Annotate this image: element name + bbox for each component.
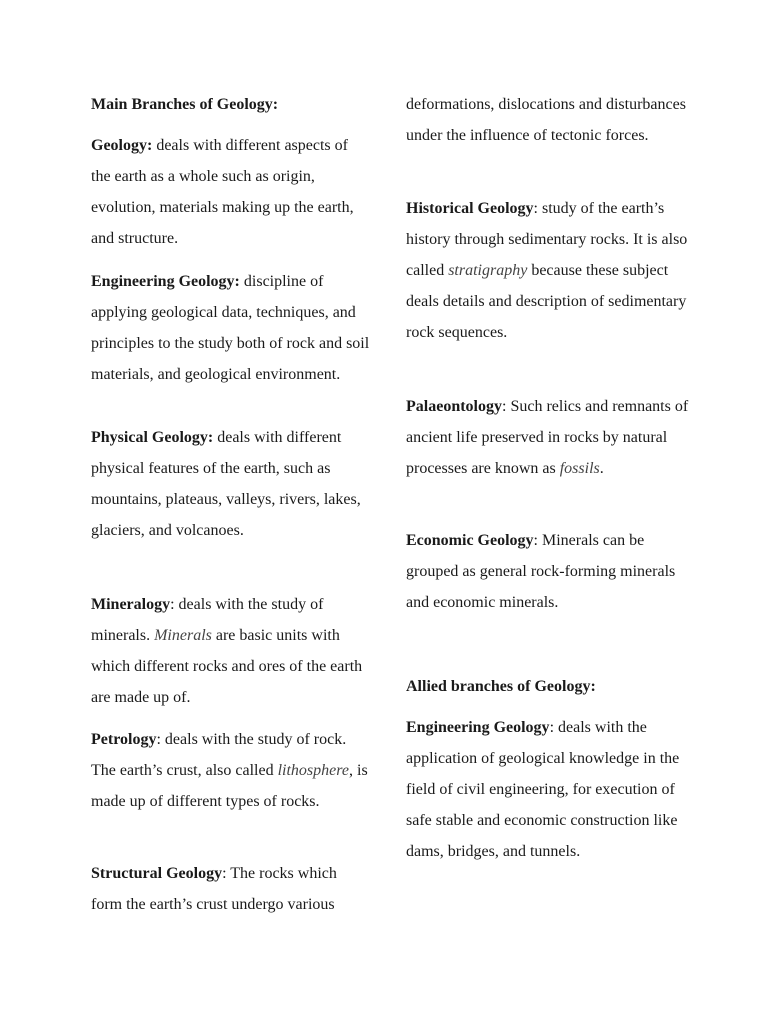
palaeontology-paragraph — [406, 391, 691, 484]
petrology-term: Petrology — [91, 731, 157, 748]
structural-geology-continued: deformations, dislocations and disturbances under the influence of tectonic forces. — [406, 96, 686, 144]
allied-engineering-geology-term: Engineering Geology — [406, 719, 550, 736]
minerals-emphasis: Minerals — [154, 627, 212, 644]
allied-branches-heading: Allied branches of Geology: — [406, 678, 596, 695]
palaeontology-text-1: : Such relics and remnants of ancient life preserved in rocks by natural processes are known as — [406, 398, 689, 477]
lithosphere-emphasis: lithosphere — [277, 762, 349, 779]
geology-paragraph — [91, 130, 371, 254]
historical-geology-text-2: because these subject deals details and description of sedimentary rock sequences. — [406, 262, 687, 341]
economic-geology-text: : Minerals can be grouped as general rock-forming minerals and economic minerals. — [406, 532, 676, 611]
mineralogy-text-2: are basic units with which different rocks and ores of the earth are made up of. — [91, 627, 363, 706]
structural-geology-text: : The rocks which form the earth’s crust undergo various — [91, 865, 337, 913]
mineralogy-paragraph — [91, 589, 371, 713]
structural-geology-term: Structural Geology — [91, 865, 223, 882]
mineralogy-text-1: : deals with the study of minerals. — [91, 596, 324, 644]
historical-geology-text-1: : study of the earth’s history through sedimentary rocks. It is also called — [406, 200, 688, 279]
structural-geology-paragraph — [91, 858, 371, 920]
engineering-geology-text: discipline of applying geological data, techniques, and principles to the study both of rock and soil materials, and geological environment. — [91, 273, 370, 383]
petrology-text-2: , is made up of different types of rocks. — [91, 762, 368, 810]
geology-term: Geology: — [91, 137, 153, 154]
economic-geology-term: Economic Geology — [406, 532, 534, 549]
allied-engineering-geology-text: : deals with the application of geological knowledge in the field of civil engineering, for execution of safe stable and economic construction like dams, bridges, and tunnels. — [406, 719, 680, 860]
engineering-geology-paragraph — [91, 266, 371, 390]
palaeontology-term: Palaeontology — [406, 398, 502, 415]
fossils-emphasis: fossils — [559, 460, 600, 477]
historical-geology-term: Historical Geology — [406, 200, 534, 217]
geology-text: deals with different aspects of the earth as a whole such as origin, evolution, materials making up the earth, and structure. — [91, 137, 354, 247]
palaeontology-text-2: . — [599, 460, 604, 477]
stratigraphy-emphasis: stratigraphy — [448, 262, 528, 279]
main-branches-heading: Main Branches of Geology: — [91, 96, 279, 113]
economic-geology-paragraph — [406, 525, 691, 618]
mineralogy-term: Mineralogy — [91, 596, 171, 613]
engineering-geology-term: Engineering Geology: — [91, 273, 240, 290]
petrology-paragraph — [91, 724, 371, 817]
physical-geology-paragraph — [91, 422, 371, 546]
physical-geology-text: deals with different physical features of the earth, such as mountains, plateaus, valleys, rivers, lakes, glaciers, and volcanoes. — [91, 429, 361, 539]
petrology-text-1: : deals with the study of rock. The earth’s crust, also called — [91, 731, 347, 779]
allied-engineering-geology-paragraph — [406, 712, 691, 867]
historical-geology-paragraph — [406, 193, 691, 348]
physical-geology-term: Physical Geology: — [91, 429, 214, 446]
